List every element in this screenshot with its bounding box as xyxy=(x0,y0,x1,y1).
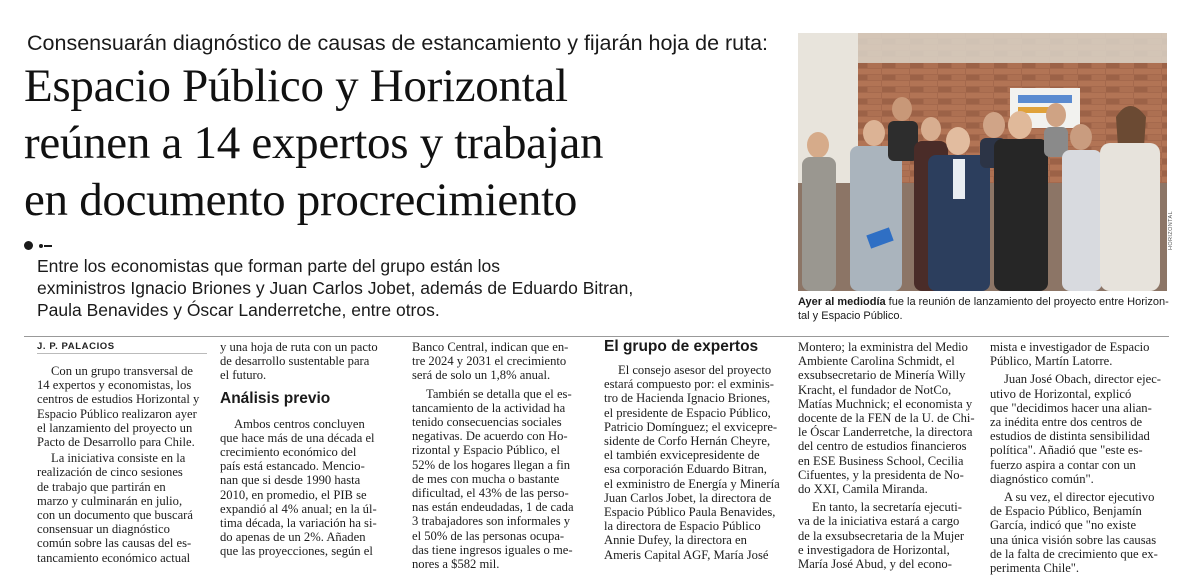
text-line: tancamiento económico actual xyxy=(37,550,191,565)
text-line: el futuro. xyxy=(220,368,267,383)
text-line: do apenas de un 2%. Añaden xyxy=(220,530,366,545)
text-line: fuerzo aspira a contar con un xyxy=(990,457,1136,472)
text-line: dificultad, el 43% de las perso- xyxy=(412,486,569,501)
text-line: país está estancado. Mencio- xyxy=(220,459,365,474)
text-line: y una hoja de ruta con un pacto xyxy=(220,340,378,354)
text-line: Banco Central, indican que en- xyxy=(412,340,569,354)
text-line: en ESE Business School, Cecilia xyxy=(798,453,964,468)
headline-line-3: en documento procrecimiento xyxy=(24,174,578,226)
text-line: que hace más de una década el xyxy=(220,430,375,445)
text-line: de Espacio Público, Benjamín xyxy=(990,504,1142,519)
text-line: centros de estudios Horizontal y xyxy=(37,392,200,407)
article-kicker: Consensuarán diagnóstico de causas de estancamiento y fijarán hoja de ruta: xyxy=(27,31,769,55)
group-photo-illustration xyxy=(798,33,1167,291)
text-line: A su vez, el director ejecutivo xyxy=(1004,490,1155,505)
text-line: Patricio Domínguez; el exvicepre- xyxy=(604,419,778,434)
text-line: perimenta Chile". xyxy=(990,561,1080,576)
text-line: el presidente de Espacio Público, xyxy=(604,405,771,420)
text-line: sidente de Corfo Hernán Cheyre, xyxy=(604,434,771,449)
column-2 xyxy=(220,340,400,559)
headline-line-2: reúnen a 14 expertos y trabajan xyxy=(24,117,604,169)
column-4 xyxy=(604,337,786,562)
column-5 xyxy=(798,340,978,571)
text-line: marzo y culminarán en julio, xyxy=(37,493,183,508)
text-line: Espacio Público Paula Benavides, xyxy=(604,505,776,520)
text-line: de desarrollo sustentable para xyxy=(220,354,370,369)
article-deck xyxy=(37,255,797,321)
text-line: Ameris Capital AGF, María José xyxy=(604,547,769,562)
text-line: crecimiento económico del xyxy=(220,445,357,460)
text-line: le Óscar Landerretche, la directora xyxy=(798,425,973,440)
text-line: de trabajo que partirán en xyxy=(37,479,166,494)
text-line: el también exvicepresidente de xyxy=(604,448,760,463)
text-line: que las proyecciones, según el xyxy=(220,544,373,559)
text-line: va de la iniciativa estará a cargo xyxy=(798,514,960,529)
text-line: das tiene ingresos iguales o me- xyxy=(412,542,573,557)
text-line: la directora de Espacio Público xyxy=(604,519,761,534)
text-line: mista e investigador de Espacio xyxy=(990,340,1150,354)
text-line: tenido consecuencias sociales xyxy=(412,415,562,430)
text-line: Ambiente Carolina Schmidt, el xyxy=(798,354,955,369)
text-line: tre 2024 y 2031 el crecimiento xyxy=(412,354,567,369)
byline: J. P. PALACIOS xyxy=(37,341,115,352)
headline-line-1: Espacio Público y Horizontal xyxy=(24,60,568,112)
subhead-grupo-expertos: El grupo de expertos xyxy=(604,338,759,355)
bullet-ornament-icon xyxy=(22,240,52,252)
text-line: También se detalla que el es- xyxy=(426,386,572,401)
text-line: El consejo asesor del proyecto xyxy=(618,363,772,377)
text-line: el lanzamiento del proyecto un xyxy=(37,420,193,435)
text-line: Espacio Público realizaron ayer xyxy=(37,406,197,421)
text-line: Juan José Obach, director ejec- xyxy=(1004,372,1162,387)
column-1 xyxy=(37,364,215,565)
text-line: utivo de Horizontal, explicó xyxy=(990,386,1132,401)
section-divider xyxy=(24,336,1169,337)
caption-text-line-2: tal y Espacio Público. xyxy=(798,310,903,322)
text-line: rizontal y Espacio Público, el xyxy=(412,443,560,458)
column-6 xyxy=(990,340,1170,575)
article-headline xyxy=(24,58,784,229)
text-line: exsubsecretario de Minería Willy xyxy=(798,368,966,383)
text-line: Kracht, el fundador de NotCo, xyxy=(798,382,952,397)
caption-bold-lead: Ayer al mediodía xyxy=(798,296,886,308)
text-line: 14 expertos y economistas, los xyxy=(37,378,192,393)
byline-underline xyxy=(37,353,207,354)
caption-text: fue la reunión de lanzamiento del proyecto entre Horizon- xyxy=(885,296,1169,308)
text-line: za inédita entre dos centros de xyxy=(990,415,1143,430)
text-line: del centro de estudios financieros xyxy=(798,439,967,454)
deck-line-1: Entre los economistas que forman parte del grupo están los xyxy=(37,256,501,276)
text-line: tima década, la variación ha si- xyxy=(220,516,377,531)
column-3 xyxy=(412,340,592,571)
text-line: Annie Dufey, la directora en xyxy=(604,533,747,548)
text-line: el exministro de Energía y Minería xyxy=(604,476,780,491)
text-line: Público, Martín Latorre. xyxy=(990,354,1113,369)
text-line: con un documento que buscará xyxy=(37,508,193,523)
text-line: 2010, en promedio, el PIB se xyxy=(220,487,367,502)
text-line: estará compuesto por: el exminis- xyxy=(604,377,774,392)
text-line: do XXI, Camila Miranda. xyxy=(798,482,928,497)
text-line: negativas. De acuerdo con Ho- xyxy=(412,429,568,444)
text-line: e investigadora de Horizontal, xyxy=(798,542,950,557)
text-line: docente de la FEN de la U. de Chi- xyxy=(798,411,975,426)
text-line: 3 trabajadores son informales y xyxy=(412,514,571,529)
text-line: será de solo un 1,8% anual. xyxy=(412,368,551,383)
text-line: 52% de los hogares llegan a fin xyxy=(412,457,571,472)
text-line: Cifuentes, y la presidenta de No- xyxy=(798,467,964,482)
text-line: expandió al 4% anual; en la úl- xyxy=(220,501,377,516)
text-line: tancamiento de la actividad ha xyxy=(412,400,566,415)
text-line: Ambos centros concluyen xyxy=(234,416,365,431)
text-line: nan que si desde 1990 hasta xyxy=(220,473,361,488)
text-line: estudios de distinta sensibilidad xyxy=(990,429,1150,444)
text-line: de la exsubsecretaria de la Mujer xyxy=(798,528,965,543)
text-line: nas están endeudadas, 1 de cada xyxy=(412,500,574,515)
subhead-analisis-previo: Análisis previo xyxy=(220,389,331,407)
text-line: Matías Muchnick; el economista y xyxy=(798,396,973,411)
text-line: una única visión sobre las causas xyxy=(990,532,1157,547)
text-line: consensuar un diagnóstico xyxy=(37,522,170,537)
article-photo xyxy=(798,33,1167,291)
text-line: María José Abud, y del econo- xyxy=(798,557,952,572)
text-line: nores a $582 mil. xyxy=(412,557,500,572)
text-line: tro de Hacienda Ignacio Briones, xyxy=(604,391,771,406)
text-line: diagnóstico común". xyxy=(990,471,1094,486)
text-line: común sobre las causas del es- xyxy=(37,536,192,551)
text-line: La iniciativa consiste en la xyxy=(51,451,186,466)
text-line: En tanto, la secretaría ejecuti- xyxy=(812,500,962,515)
text-line: Con un grupo transversal de xyxy=(51,364,193,378)
text-line: política". Añadió que "este es- xyxy=(990,443,1143,458)
text-line: Pacto de Desarrollo para Chile. xyxy=(37,435,195,450)
text-line: esa corporación Eduardo Bitran, xyxy=(604,462,767,477)
text-line: Juan Carlos Jobet, la directora de xyxy=(604,490,772,505)
text-line: de la falta de crecimiento que ex- xyxy=(990,546,1158,561)
text-line: que "decidimos hacer una alian- xyxy=(990,400,1152,415)
photo-caption xyxy=(798,295,1170,323)
text-line: de mes con mucha o bastante xyxy=(412,471,560,486)
deck-line-3: Paula Benavides y Óscar Landerretche, entre otros. xyxy=(37,300,440,320)
text-line: realización de cinco sesiones xyxy=(37,465,183,480)
deck-line-2: exministros Ignacio Briones y Juan Carlos Jobet, además de Eduardo Bitran, xyxy=(37,278,634,298)
text-line: García, indicó que "no existe xyxy=(990,518,1137,533)
photo-credit: HORIZONTAL xyxy=(1168,210,1174,250)
text-line: Montero; la exministra del Medio xyxy=(798,340,968,354)
text-line: el 50% de las personas ocupa- xyxy=(412,528,565,543)
